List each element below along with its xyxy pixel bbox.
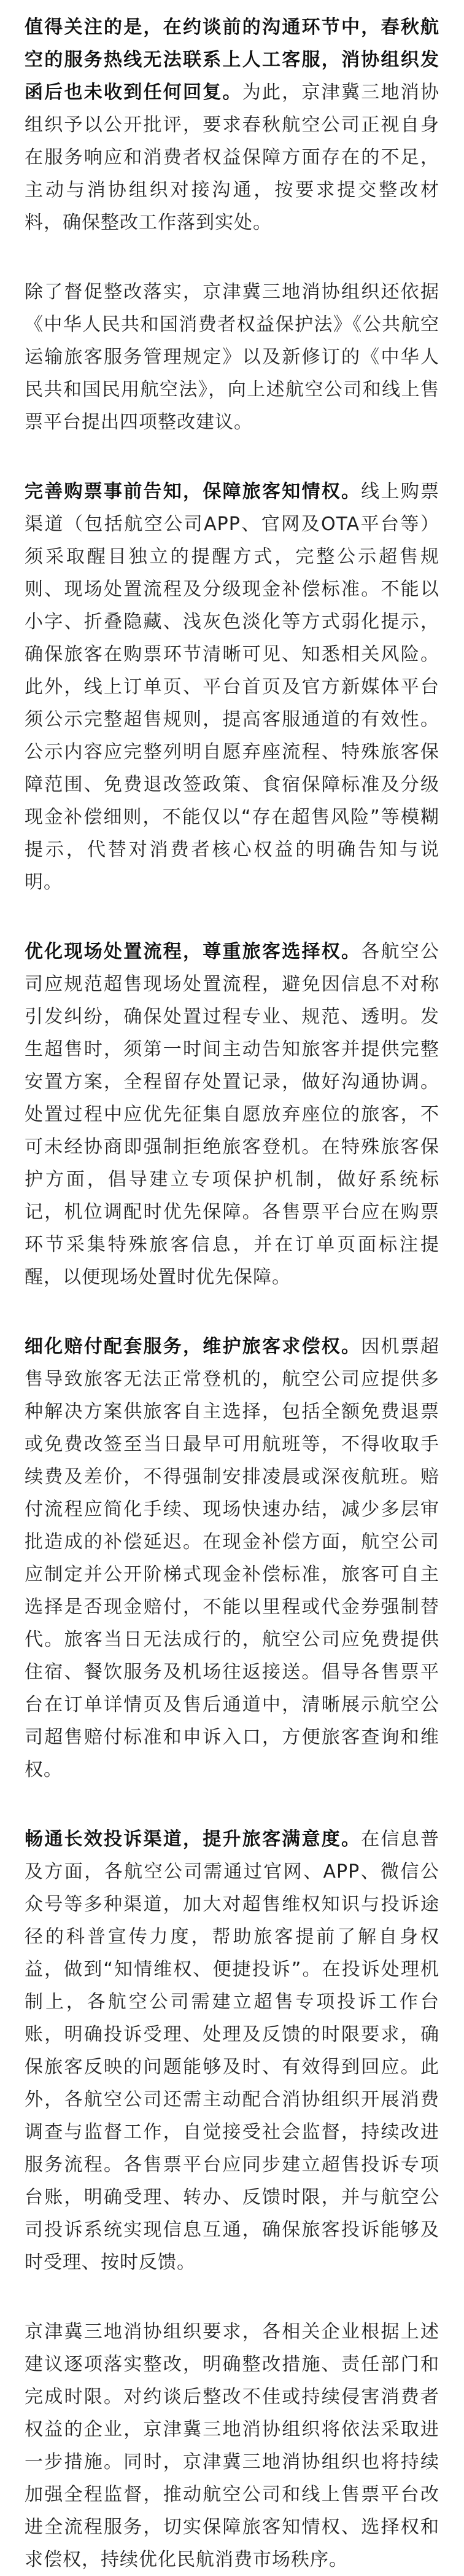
- paragraph-suggestion-1: [25, 475, 439, 899]
- paragraph-suggestion-2: [25, 935, 439, 1294]
- suggestion-4-heading: 畅通长效投诉渠道，提升旅客满意度。: [25, 1829, 362, 1850]
- suggestion-3-heading: 细化赔付配套服务，维护旅客求偿权。: [25, 1336, 362, 1357]
- paragraph-suggestions-intro: 除了督促整改落实，京津冀三地消协组织还依据《中华人民共和国消费者权益保护法》《公共航空运输旅客服务管理规定》以及新修订的《中华人民共和国民用航空法》，向上述航空公司和线上售票平台提出四项整改建议。: [25, 281, 439, 433]
- suggestion-2-text: 各航空公司应规范超售现场处置流程，避免因信息不对称引发纠纷，确保处置过程专业、规范、透明。发生超售时，须第一时间主动告知旅客并提供完整安置方案，全程留存处置记录，做好沟通协调。处置过程中应优先征集自愿放弃座位的旅客，不可未经协商即强制拒绝旅客登机。在特殊旅客保护方面，倡导建立专项保护机制，做好系统标记，机位调配时优先保障。各售票平台应在购票环节采集特殊旅客信息，并在订单页面标注提醒，以便现场处置时优先保障。: [25, 941, 439, 1288]
- paragraph-criticism: [25, 11, 439, 239]
- paragraph-suggestion-3: [25, 1330, 439, 1786]
- suggestion-2-heading: 优化现场处置流程，尊重旅客选择权。: [25, 941, 362, 962]
- suggestion-1-heading: 完善购票事前告知，保障旅客知情权。: [25, 481, 362, 502]
- paragraph-criticism-text: 为此，京津冀三地消协组织予以公开批评，要求春秋航空公司正视自身在服务响应和消费者权益保障方面存在的不足，主动与消协组织对接沟通，按要求提交整改材料，确保整改工作落到实处。: [25, 82, 439, 233]
- suggestion-4-text: 在信息普及方面，各航空公司需通过官网、APP、微信公众号等多种渠道，加大对超售维权知识与投诉途径的科普宣传力度，帮助旅客提前了解自身权益，做到“知情维权、便捷投诉”。在投诉处理机制上，各航空公司需建立超售专项投诉工作台账，明确投诉受理、处理及反馈的时限要求，确保旅客反映的问题能够及时、有效得到回应。此外，各航空公司还需主动配合消协组织开展消费调查与监督工作，自觉接受社会监督，持续改进服务流程。各售票平台应同步建立超售投诉专项台账，明确受理、转办、反馈时限，并与航空公司投诉系统实现信息互通，确保旅客投诉能够及时受理、按时反馈。: [25, 1829, 439, 2273]
- suggestion-1-text: 线上购票渠道（包括航空公司APP、官网及OTA平台等）须采取醒目独立的提醒方式，完整公示超售规则、现场处置流程及分级现金补偿标准。不能以小字、折叠隐藏、浅灰色淡化等方式弱化提示，确保旅客在购票环节清晰可见、知悉相关风险。此外，线上订单页、平台首页及官方新媒体平台须公示完整超售规则，提高客服通道的有效性。公示内容应完整列明自愿弃座流程、特殊旅客保障范围、免费退改签政策、食宿保障标准及分级现金补偿细则，不能仅以“存在超售风险”等模糊提示，代替对消费者核心权益的明确告知与说明。: [25, 481, 439, 893]
- paragraph-suggestion-4: [25, 1823, 439, 2279]
- paragraph-conclusion: 京津冀三地消协组织要求，各相关企业根据上述建议逐项落实整改，明确整改措施、责任部门和完成时限。对约谈后整改不佳或持续侵害消费者权益的企业，京津冀三地消协组织将依法采取进一步措施。同时，京津冀三地消协组织也将持续加强全程监督，推动航空公司和线上售票平台改进全流程服务，切实保障旅客知情权、选择权和求偿权，持续优化民航消费市场秩序。: [25, 2321, 439, 2570]
- paragraph-criticism-lead: 值得关注的是，在约谈前的沟通环节中，春秋航空的服务热线无法联系上人工客服，消协组织发函后也未收到任何回复。: [25, 17, 439, 103]
- suggestion-3-text: 因机票超售导致旅客无法正常登机的，航空公司应提供多种解决方案供旅客自主选择，包括全额免费退票或免费改签至当日最早可用航班等，不得收取手续费及差价，不得强制安排凌晨或深夜航班。赔付流程应简化手续、现场快速办结，减少多层审批造成的补偿延迟。在现金补偿方面，航空公司应制定并公开阶梯式现金补偿标准，旅客可自主选择是否现金赔付，不能以里程或代金券强制替代。旅客当日无法成行的，航空公司应免费提供住宿、餐饮服务及机场往返接送。倡导各售票平台在订单详情页及售后通道中，清晰展示航空公司超售赔付标准和申诉入口，方便旅客查询和维权。: [25, 1336, 439, 1781]
